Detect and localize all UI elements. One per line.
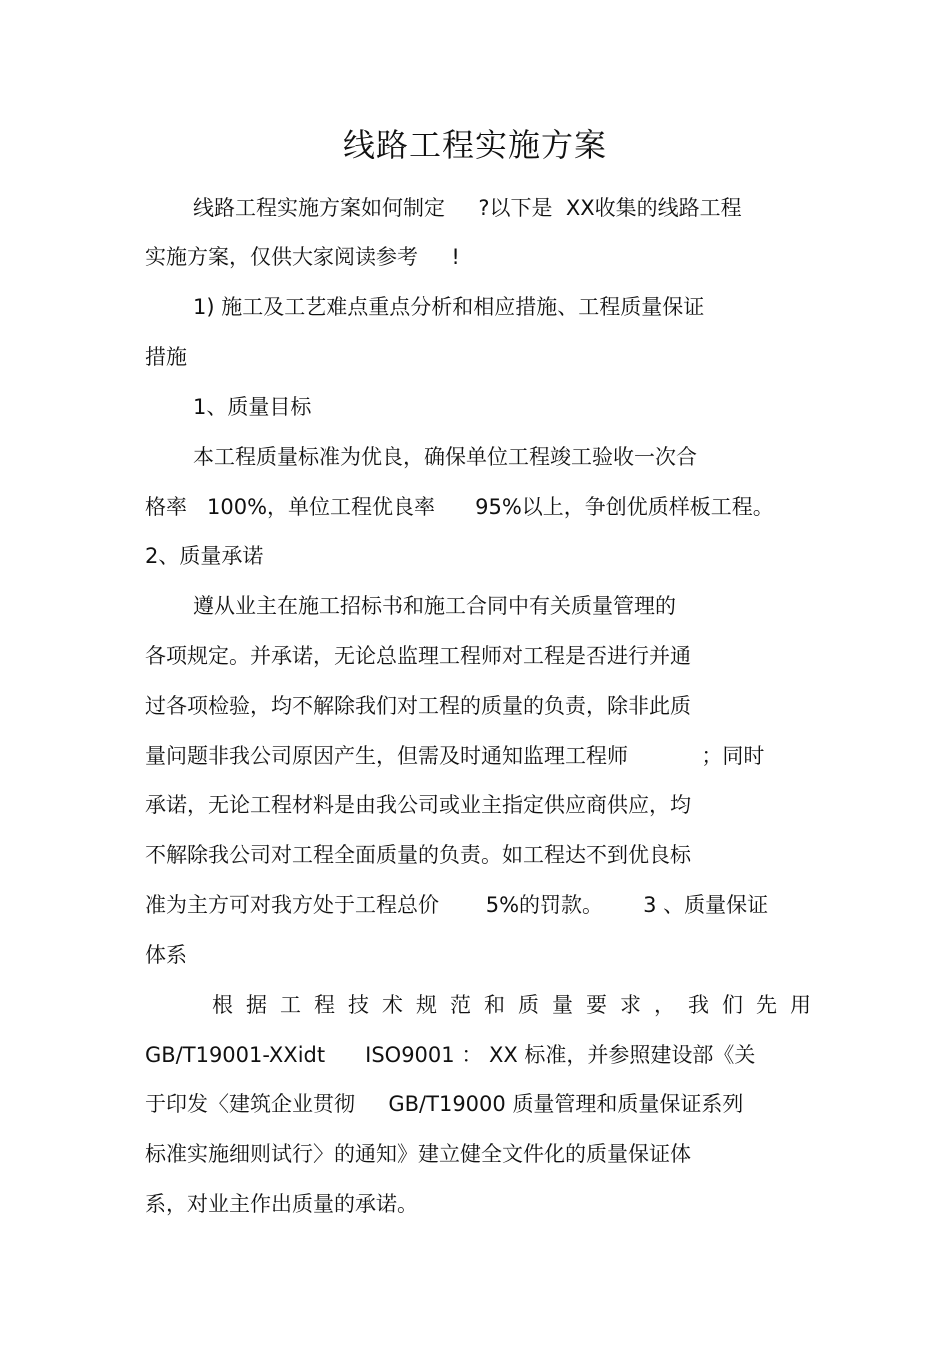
paragraph-line: 系，对业主作出质量的承诺。: [145, 1192, 418, 1216]
document-title: 线路工程实施方案: [342, 126, 607, 164]
paragraph-line: 体系: [145, 943, 187, 967]
paragraph-line: 实施方案，仅供大家阅读参考 !: [145, 245, 460, 269]
paragraph-line: 不解除我公司对工程全面质量的负责。如工程达不到优良标: [145, 843, 691, 867]
paragraph-line: GB/T19001-XXidt ISO9001 ： XX 标准，并参照建设部《关: [145, 1043, 756, 1067]
paragraph-line: 于印发〈建筑企业贯彻 GB/T19000 质量管理和质量保证系列: [145, 1092, 744, 1116]
paragraph-line: 准为主方可对我方处于工程总价 5%的罚款。 3 、质量保证: [145, 893, 769, 917]
paragraph-line: 格率 100%，单位工程优良率 95%以上，争创优质样板工程。: [145, 495, 774, 519]
paragraph-line: 承诺，无论工程材料是由我公司或业主指定供应商供应，均: [145, 793, 691, 817]
paragraph-line: 量问题非我公司原因产生，但需及时通知监理工程师 ；同时: [145, 744, 765, 768]
paragraph-line: 各项规定。并承诺，无论总监理工程师对工程是否进行并通: [145, 644, 691, 668]
paragraph-line: 本工程质量标准为优良，确保单位工程竣工验收一次合: [193, 445, 697, 469]
section-heading: 2、质量承诺: [145, 544, 264, 568]
paragraph-line: 措施: [145, 345, 187, 369]
paragraph-line: 遵从业主在施工招标书和施工合同中有关质量管理的: [193, 594, 676, 618]
section-heading: 1、质量目标: [193, 395, 312, 419]
paragraph-line: 1) 施工及工艺难点重点分析和相应措施、工程质量保证: [193, 295, 705, 319]
paragraph-line: 标准实施细则试行〉的通知》建立健全文件化的质量保证体: [145, 1142, 691, 1166]
paragraph-line: 线路工程实施方案如何制定 ?以下是 XX收集的线路工程: [193, 196, 742, 220]
paragraph-line: 根据工程技术规范和质量要求，我们先用: [212, 993, 824, 1017]
paragraph-line: 过各项检验，均不解除我们对工程的质量的负责，除非此质: [145, 694, 691, 718]
